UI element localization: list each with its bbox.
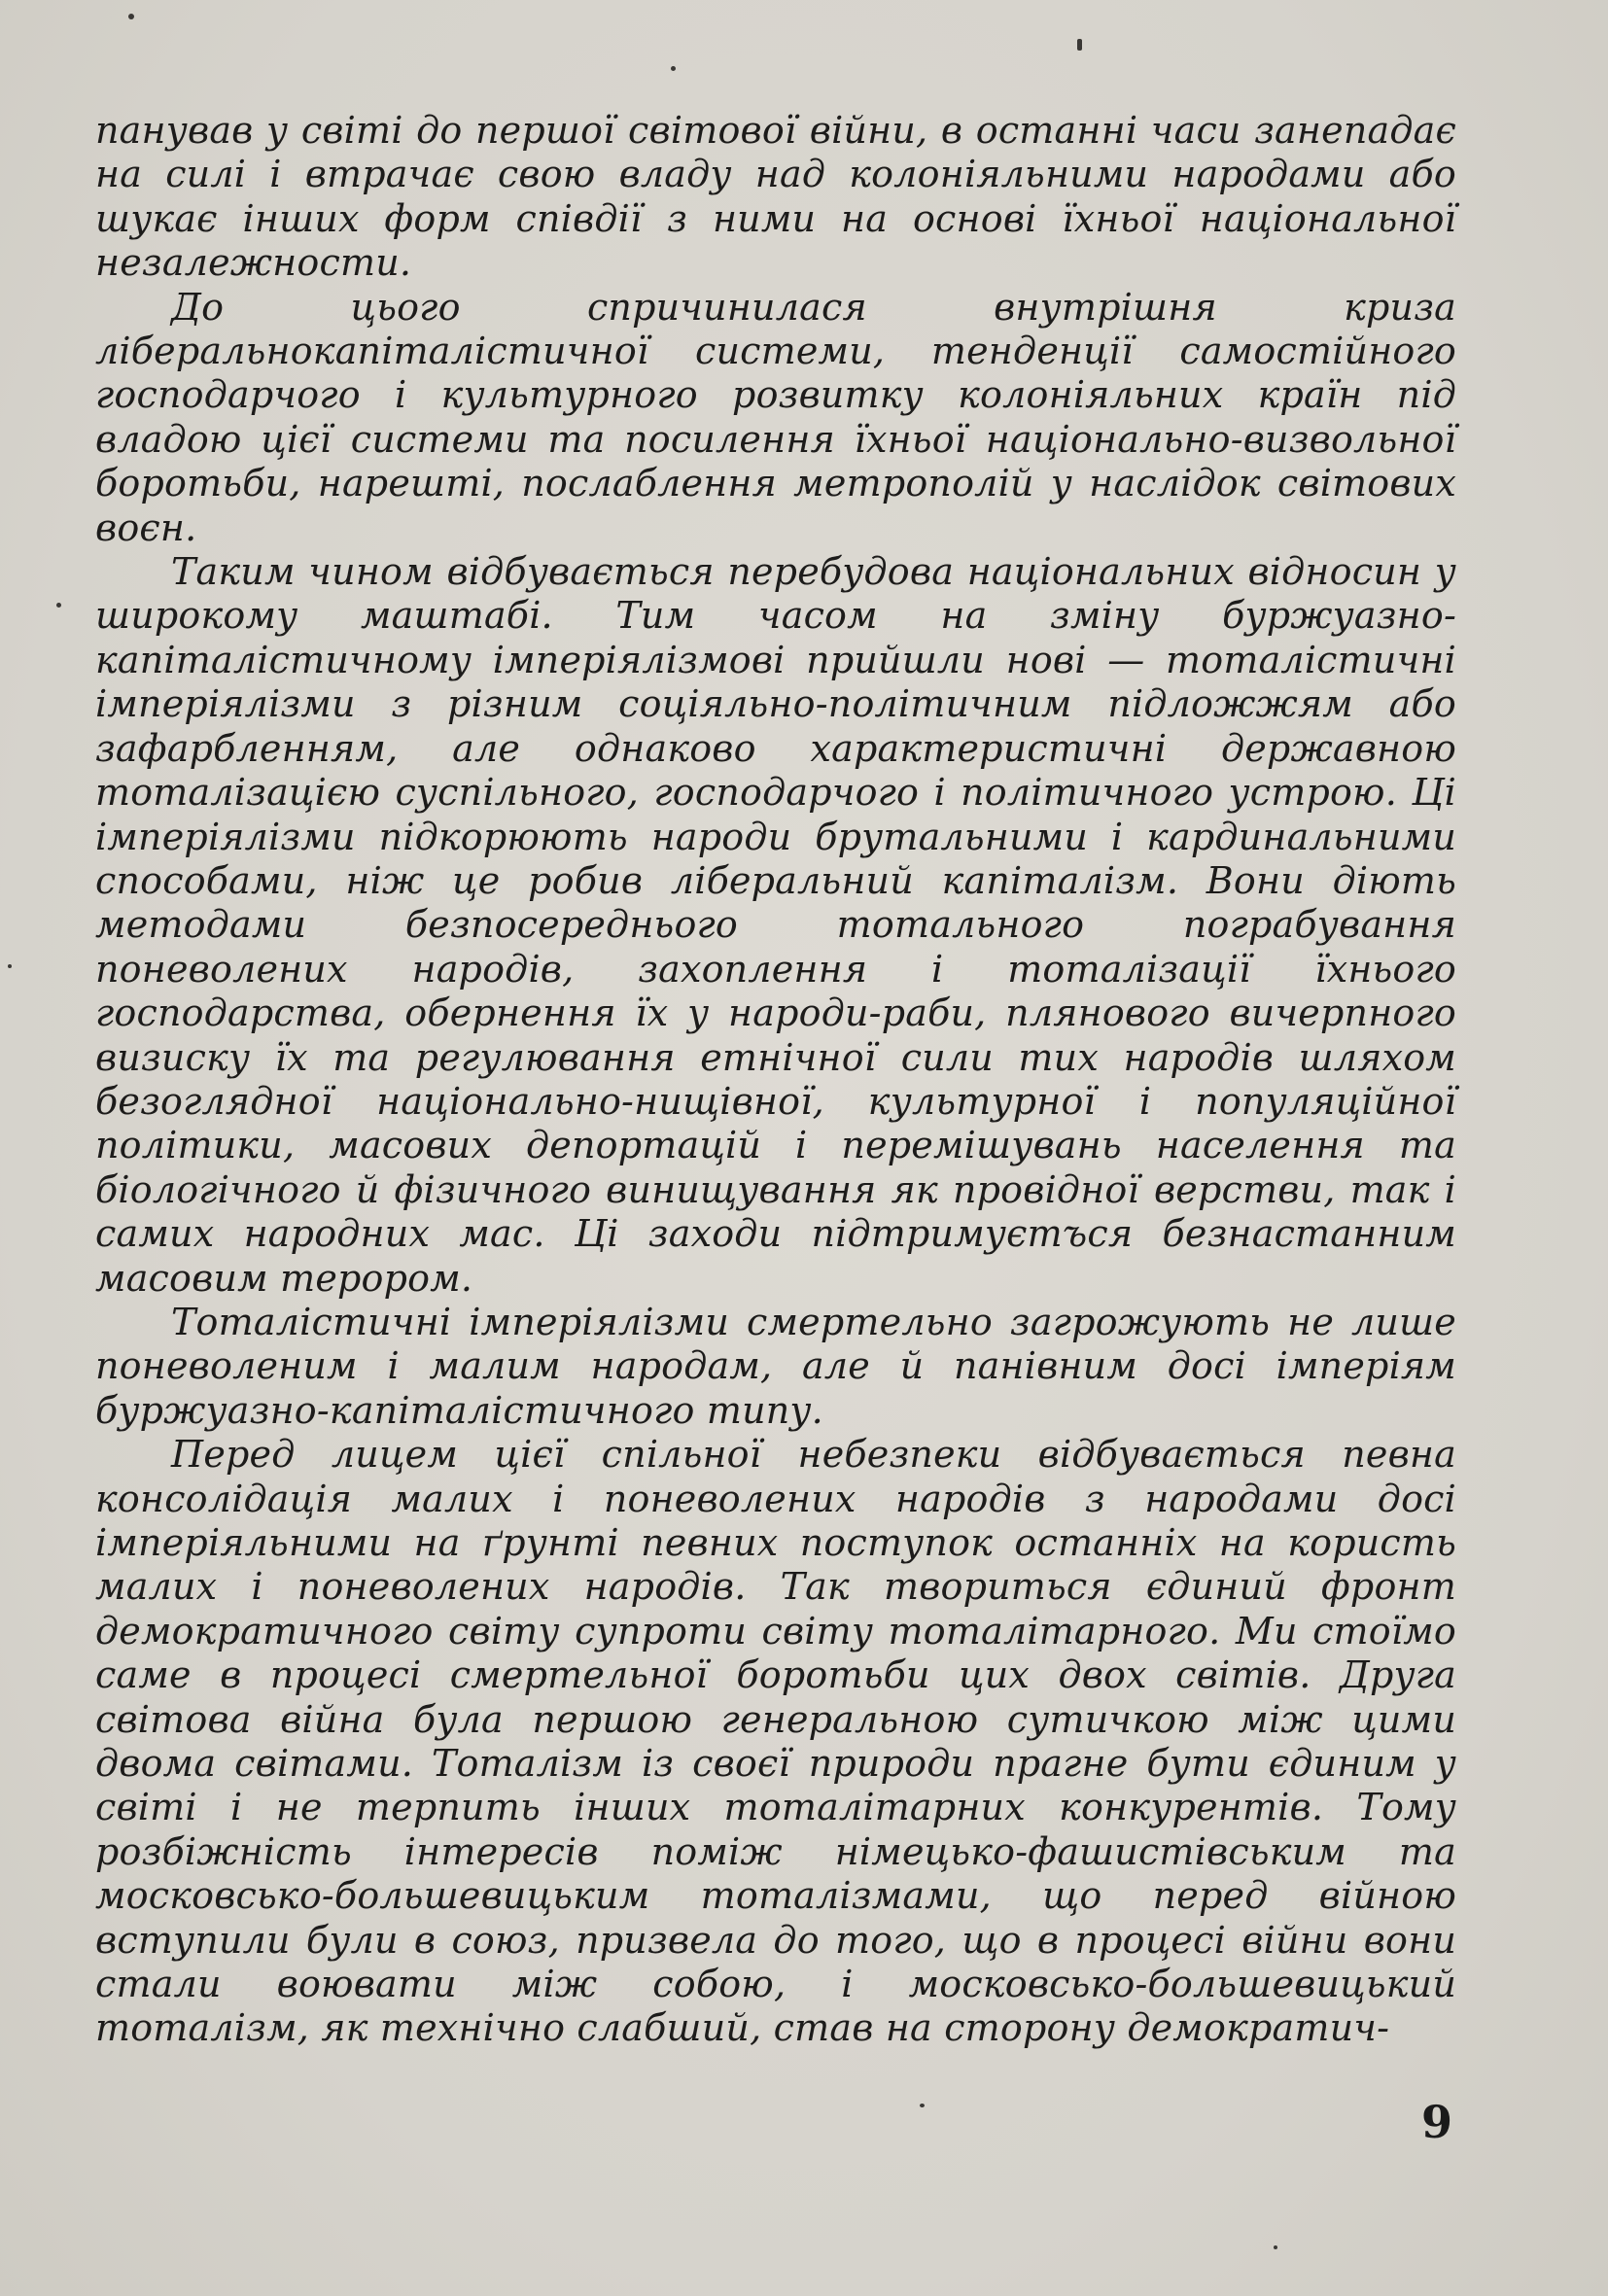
paragraph-3: Таким чином відбувається перебудова національних відносин у широкому маштабі. Тим часом на зміну буржуазно-капіталістичному імперіялізмові прийшли нові — тоталістичні імперіялізми з різним соціяльно-політичним підложжям або зафарбленням, але однаково характеристичні державною тоталізацією суспільного, господарчого і політичного устрою. Ці імперіялізми підкорюють народи брутальними і кардинальними способами, ніж це робив ліберальний капіталізм. Вони діють методами безпосереднього тотального пограбування поневолених народів, захоплення і тоталізації їхнього господарства, обернення їх у народи-раби, плянового вичерпного визиску їх та регулювання етнічної сили тих народів шляхом безоглядної національно-нищівної, культурної і популяційної політики, масових депортацій і перемішувань населення та біологічного й фізичного винищування як провідної верстви, так і самих народних мас. Ці заходи підтримуєтъся безнастанним масовим терором. <box>95 550 1456 1300</box>
paper-speck <box>56 603 61 608</box>
body-text <box>95 109 1456 2051</box>
paragraph-2: До цього спричинилася внутрішня криза ліберальнокапіталістичної системи, тенденції самостійного господарчого і культурного розвитку колоніяльних країн під владою цієї системи та посилення їхньої національно-визвольної боротьби, нарешті, послаблення метрополій у наслідок світових воєн. <box>95 285 1456 549</box>
page-number: 9 <box>1421 2096 1453 2148</box>
paper-speck <box>671 66 676 71</box>
paragraph-4: Тоталістичні імперіялізми смертельно загрожують не лише поневоленим і малим народам, але й панівним досі імперіям буржуазно-капіталістичного типу. <box>95 1300 1456 1432</box>
paper-speck <box>1274 2245 1277 2249</box>
paper-speck <box>1077 39 1082 51</box>
paragraph-1: панував у світі до першої світової війни, в останні часи занепадає на силі і втрачає свою владу над колоніяльними народами або шукає інших форм співдії з ними на основі їхньої національної незалежности. <box>95 109 1456 285</box>
paper-speck <box>920 2104 925 2107</box>
paper-speck <box>128 14 134 19</box>
paper-speck <box>8 964 12 968</box>
paragraph-5: Перед лицем цієї спільної небезпеки відбувається певна консолідація малих і поневолених народів з народами досі імперіяльними на ґрунті певних поступок останніх на користь малих і поневолених народів. Так твориться єдиний фронт демократичного світу супроти світу тоталітарного. Ми стоїмо саме в процесі смертельної боротьби цих двох світів. Друга світова війна була першою генеральною сутичкою між цими двома світами. Тоталізм із своєї природи прагне бути єдиним у світі і не терпить інших тоталітарних конкурентів. Тому розбіжність інтересів поміж німецько-фашистівським та московсько-большевицьким тоталізмами, що перед війною вступили були в союз, призвела до того, що в процесі війни вони стали воювати між собою, і московсько-большевицький тоталізм, як технічно слабший, став на сторону демократич- <box>95 1433 1456 2050</box>
